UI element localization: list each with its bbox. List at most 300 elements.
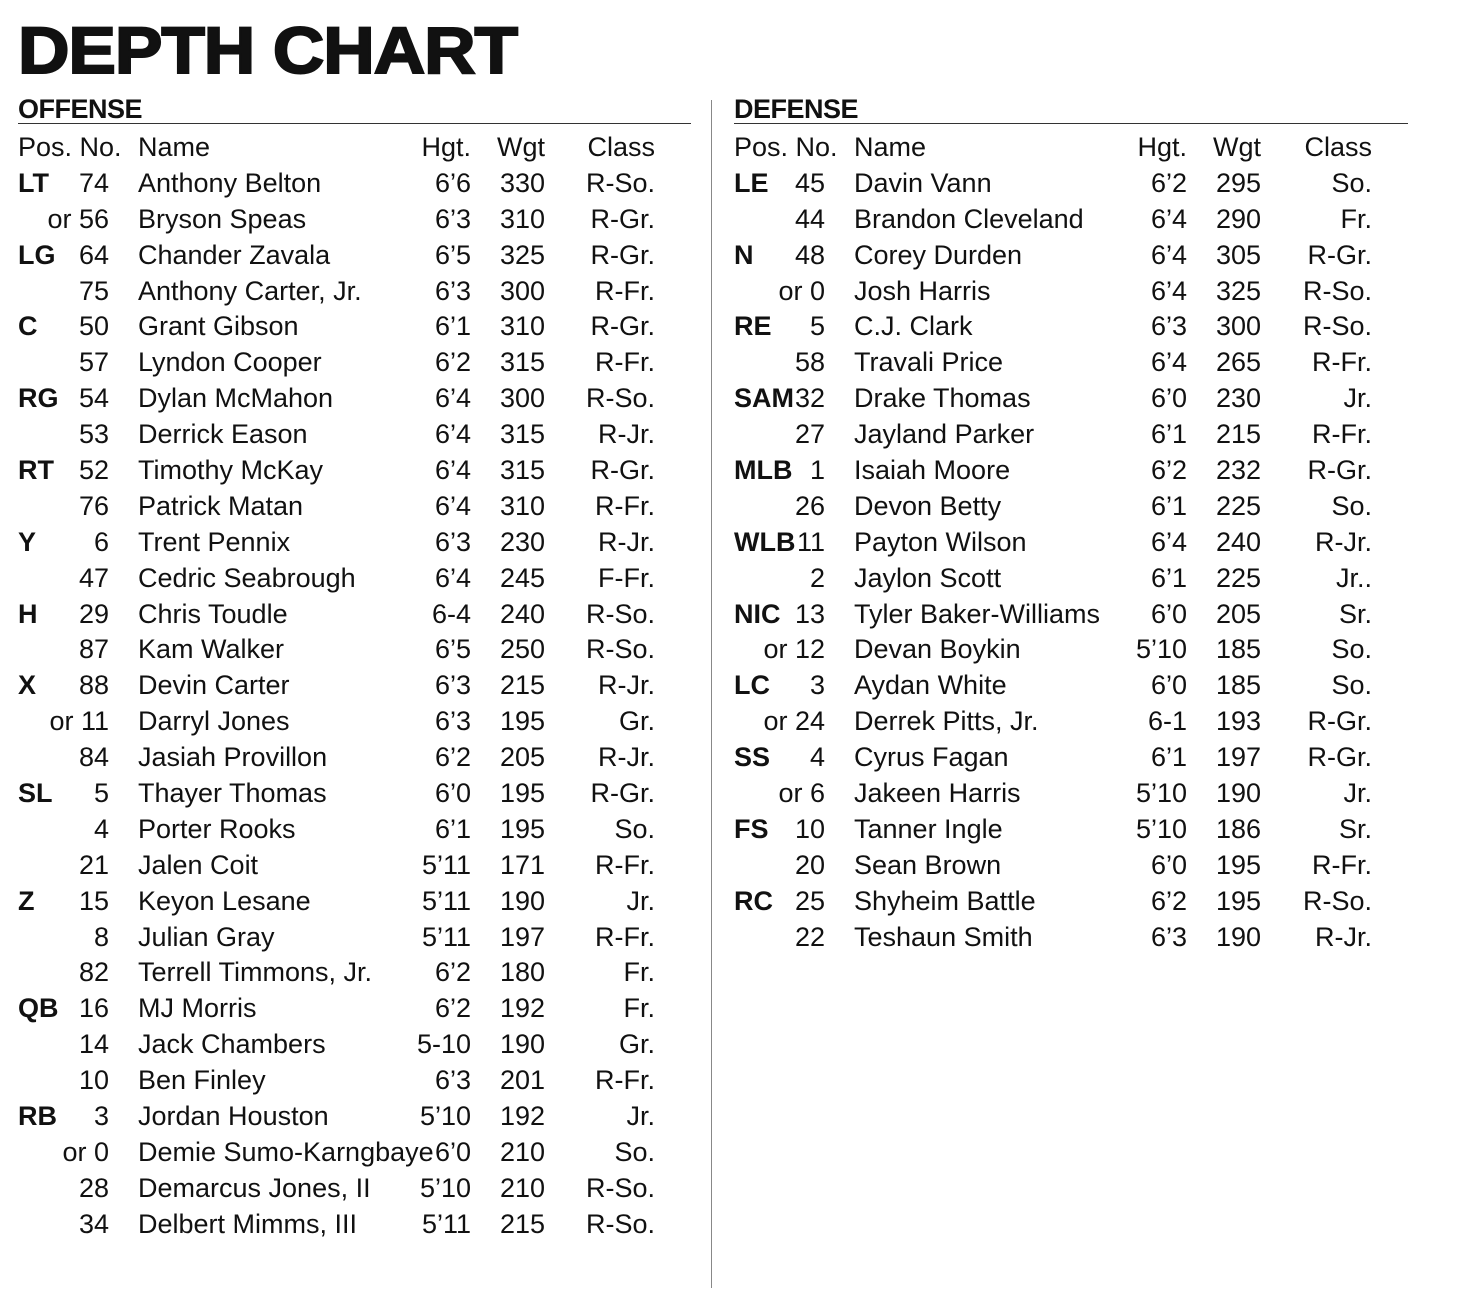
table-row <box>18 274 691 310</box>
position-label: RE <box>734 311 772 342</box>
table-row <box>734 704 1408 740</box>
jersey-number: 10 <box>794 813 825 844</box>
col-header-class: Class <box>1304 132 1372 162</box>
player-weight: 245 <box>499 562 545 593</box>
player-name: Brandon Cleveland <box>854 203 1084 234</box>
jersey-number: 44 <box>794 203 825 234</box>
table-row <box>18 489 691 525</box>
position-label: NIC <box>734 598 781 629</box>
player-weight: 193 <box>1215 706 1261 737</box>
player-weight: 325 <box>499 239 545 270</box>
col-header-class: Class <box>587 132 655 162</box>
jersey-number: or 24 <box>763 706 825 737</box>
player-name: Keyon Lesane <box>138 885 311 916</box>
table-row <box>734 597 1408 633</box>
player-name: Cyrus Fagan <box>854 742 1009 773</box>
player-class: Jr. <box>626 885 655 916</box>
player-weight: 195 <box>1215 885 1261 916</box>
player-weight: 197 <box>499 921 545 952</box>
player-height: 5’10 <box>1135 778 1187 809</box>
table-row <box>734 668 1408 704</box>
player-height: 6’2 <box>434 742 471 773</box>
player-class: So. <box>614 1136 655 1167</box>
player-weight: 230 <box>1215 383 1261 414</box>
jersey-number: 4 <box>809 742 825 773</box>
player-weight: 225 <box>1215 562 1261 593</box>
player-weight: 315 <box>499 455 545 486</box>
jersey-number: 34 <box>78 1208 109 1239</box>
player-name: Jordan Houston <box>138 1101 329 1132</box>
table-row <box>18 1063 691 1099</box>
player-height: 6’5 <box>434 239 471 270</box>
player-weight: 225 <box>1215 490 1261 521</box>
player-height: 6’3 <box>434 275 471 306</box>
player-name: Payton Wilson <box>854 526 1027 557</box>
jersey-number: or 56 <box>47 203 109 234</box>
player-name: Davin Vann <box>854 167 992 198</box>
player-weight: 295 <box>1215 167 1261 198</box>
player-weight: 197 <box>1215 742 1261 773</box>
table-row <box>18 345 691 381</box>
jersey-number: 6 <box>93 526 109 557</box>
player-height: 6’3 <box>434 706 471 737</box>
position-label: RC <box>734 885 773 916</box>
player-weight: 325 <box>1215 275 1261 306</box>
player-height: 6’4 <box>434 562 471 593</box>
player-weight: 300 <box>1215 311 1261 342</box>
player-weight: 195 <box>499 778 545 809</box>
jersey-number: 21 <box>78 849 109 880</box>
player-weight: 315 <box>499 419 545 450</box>
player-class: Jr.. <box>1335 562 1372 593</box>
table-row <box>18 991 691 1027</box>
player-height: 5’11 <box>421 1208 471 1239</box>
jersey-number: 2 <box>809 562 825 593</box>
jersey-number: 10 <box>78 1065 109 1096</box>
position-label: LC <box>734 670 770 701</box>
player-class: R-Fr. <box>595 275 655 306</box>
table-row <box>734 309 1408 345</box>
position-label: RB <box>18 1101 57 1132</box>
position-label: RT <box>18 455 54 486</box>
player-weight: 310 <box>499 203 545 234</box>
jersey-number: 15 <box>78 885 109 916</box>
player-class: R-Fr. <box>595 921 655 952</box>
player-name: Drake Thomas <box>854 383 1031 414</box>
table-row <box>734 561 1408 597</box>
player-height: 6’2 <box>1150 167 1187 198</box>
player-height: 6’3 <box>434 670 471 701</box>
player-class: R-Fr. <box>595 347 655 378</box>
jersey-number: 82 <box>78 957 109 988</box>
player-height: 6’1 <box>1150 562 1187 593</box>
position-label: Z <box>18 885 35 916</box>
player-weight: 315 <box>499 347 545 378</box>
jersey-number: 25 <box>794 885 825 916</box>
position-label: X <box>18 670 37 701</box>
table-row <box>734 381 1408 417</box>
player-name: Bryson Speas <box>138 203 307 234</box>
player-weight: 190 <box>499 885 545 916</box>
table-row <box>734 274 1408 310</box>
player-class: R-Jr. <box>598 670 655 701</box>
player-class: R-Jr. <box>1315 526 1372 557</box>
jersey-number: 75 <box>78 275 109 306</box>
table-row <box>18 202 691 238</box>
player-weight: 310 <box>499 311 545 342</box>
jersey-number: 13 <box>794 598 825 629</box>
player-weight: 250 <box>499 634 545 665</box>
table-row <box>18 525 691 561</box>
player-name: Jalen Coit <box>138 849 259 880</box>
player-height: 5’11 <box>421 849 471 880</box>
position-label: H <box>18 598 38 629</box>
table-row <box>734 489 1408 525</box>
jersey-number: 47 <box>78 562 109 593</box>
jersey-number: 57 <box>78 347 109 378</box>
player-weight: 205 <box>1215 598 1261 629</box>
player-height: 6’4 <box>1150 347 1187 378</box>
player-class: R-Fr. <box>595 1065 655 1096</box>
player-class: R-Gr. <box>1307 742 1372 773</box>
player-weight: 215 <box>499 1208 545 1239</box>
table-row <box>18 776 691 812</box>
player-name: Derrick Eason <box>138 419 308 450</box>
jersey-number: or 12 <box>763 634 825 665</box>
player-class: R-Gr. <box>590 778 655 809</box>
position-label: LT <box>18 167 49 198</box>
table-row <box>18 668 691 704</box>
jersey-number: 76 <box>78 490 109 521</box>
player-name: Darryl Jones <box>138 706 290 737</box>
table-row <box>734 417 1408 453</box>
table-row <box>734 740 1408 776</box>
player-height: 5’10 <box>1135 634 1187 665</box>
player-class: R-Jr. <box>598 742 655 773</box>
column-divider <box>711 100 712 1288</box>
position-label: QB <box>18 993 59 1024</box>
player-height: 6’1 <box>434 311 471 342</box>
player-height: 6’1 <box>1150 490 1187 521</box>
player-height: 5’11 <box>421 921 471 952</box>
player-class: R-So. <box>1302 885 1372 916</box>
jersey-number: 26 <box>794 490 825 521</box>
player-class: R-So. <box>1302 311 1372 342</box>
player-weight: 230 <box>499 526 545 557</box>
table-row <box>734 848 1408 884</box>
player-name: Tyler Baker-Williams <box>854 598 1101 629</box>
table-row <box>18 848 691 884</box>
jersey-number: 4 <box>93 813 109 844</box>
player-class: R-So. <box>585 167 655 198</box>
table-row <box>18 704 691 740</box>
player-height: 5’11 <box>421 885 471 916</box>
player-class: Gr. <box>618 706 655 737</box>
player-class: F-Fr. <box>598 562 655 593</box>
player-weight: 190 <box>499 1029 545 1060</box>
table-row <box>734 920 1408 956</box>
jersey-number: 5 <box>809 311 825 342</box>
jersey-number: 87 <box>78 634 109 665</box>
player-weight: 180 <box>499 957 545 988</box>
player-class: R-Fr. <box>1312 347 1372 378</box>
player-class: R-So. <box>585 634 655 665</box>
table-row <box>18 740 691 776</box>
player-class: Jr. <box>1343 778 1372 809</box>
position-label: RG <box>18 383 59 414</box>
player-class: Jr. <box>626 1101 655 1132</box>
player-height: 6’4 <box>434 490 471 521</box>
player-class: So. <box>1331 634 1372 665</box>
player-height: 6’2 <box>1150 455 1187 486</box>
player-class: Fr. <box>623 957 655 988</box>
player-name: Patrick Matan <box>138 490 304 521</box>
player-class: R-Jr. <box>598 526 655 557</box>
table-row <box>734 812 1408 848</box>
position-label: MLB <box>734 455 793 486</box>
table-row <box>18 1135 691 1171</box>
player-height: 6’3 <box>1150 311 1187 342</box>
player-name: Jaylon Scott <box>854 562 1002 593</box>
jersey-number: or 0 <box>62 1136 109 1167</box>
player-weight: 195 <box>499 813 545 844</box>
position-label: LE <box>734 167 769 198</box>
offense-column-headers <box>18 130 691 166</box>
player-class: R-So. <box>585 1172 655 1203</box>
table-row <box>18 417 691 453</box>
jersey-number: 8 <box>93 921 109 952</box>
player-name: Jakeen Harris <box>854 778 1021 809</box>
col-header-name: Name <box>138 132 211 162</box>
jersey-number: or 11 <box>49 706 109 737</box>
player-name: Julian Gray <box>138 921 275 952</box>
player-weight: 305 <box>1215 239 1261 270</box>
position-label: C <box>18 311 38 342</box>
player-weight: 210 <box>499 1172 545 1203</box>
table-row <box>734 776 1408 812</box>
player-height: 6’4 <box>434 419 471 450</box>
player-height: 6’4 <box>1150 526 1187 557</box>
offense-header: OFFENSE <box>18 96 691 124</box>
table-row <box>18 453 691 489</box>
player-weight: 210 <box>499 1136 545 1167</box>
player-height: 6’2 <box>434 993 471 1024</box>
player-name: Porter Rooks <box>138 813 296 844</box>
defense-column-headers <box>734 130 1408 166</box>
player-height: 6’0 <box>1150 849 1187 880</box>
position-label: SAM <box>734 383 794 414</box>
player-name: Isaiah Moore <box>854 455 1011 486</box>
player-class: Sr. <box>1338 813 1372 844</box>
table-row <box>734 632 1408 668</box>
player-name: Jayland Parker <box>854 419 1035 450</box>
jersey-number: 28 <box>78 1172 109 1203</box>
jersey-number: 27 <box>794 419 825 450</box>
player-height: 6’3 <box>1150 921 1187 952</box>
table-row <box>18 955 691 991</box>
player-height: 6’1 <box>1150 742 1187 773</box>
player-name: Jack Chambers <box>138 1029 326 1060</box>
player-weight: 192 <box>499 1101 545 1132</box>
player-height: 6’0 <box>1150 598 1187 629</box>
col-header-wgt: Wgt <box>1212 132 1261 162</box>
jersey-number: 64 <box>78 239 109 270</box>
jersey-number: 84 <box>78 742 109 773</box>
table-row <box>18 238 691 274</box>
player-height: 6’3 <box>434 203 471 234</box>
player-weight: 240 <box>499 598 545 629</box>
player-weight: 171 <box>499 849 545 880</box>
jersey-number: 32 <box>794 383 825 414</box>
jersey-number: 11 <box>796 526 825 557</box>
player-name: MJ Morris <box>138 993 257 1024</box>
position-label: N <box>734 239 754 270</box>
player-class: So. <box>1331 167 1372 198</box>
jersey-number: 3 <box>809 670 825 701</box>
position-label: SS <box>734 742 771 773</box>
player-name: Lyndon Cooper <box>138 347 322 378</box>
jersey-number: 88 <box>78 670 109 701</box>
offense-rows <box>18 166 691 1243</box>
col-header-name: Name <box>854 132 927 162</box>
table-row <box>18 1207 691 1243</box>
player-weight: 232 <box>1215 455 1261 486</box>
player-name: Timothy McKay <box>138 455 324 486</box>
player-name: Devon Betty <box>854 490 1002 521</box>
player-height: 6-1 <box>1147 706 1187 737</box>
player-name: Demarcus Jones, II <box>138 1172 371 1203</box>
defense-header: DEFENSE <box>734 96 1408 124</box>
table-row <box>734 166 1408 202</box>
table-row <box>18 1027 691 1063</box>
player-name: Corey Durden <box>854 239 1023 270</box>
player-height: 6’4 <box>434 383 471 414</box>
jersey-number: 5 <box>93 778 109 809</box>
player-name: Ben Finley <box>138 1065 266 1096</box>
table-row <box>18 597 691 633</box>
table-row <box>734 453 1408 489</box>
jersey-number: or 0 <box>778 275 825 306</box>
jersey-number: 29 <box>78 598 109 629</box>
offense-section <box>18 96 691 1243</box>
player-weight: 330 <box>499 167 545 198</box>
jersey-number: 74 <box>78 167 109 198</box>
player-weight: 201 <box>499 1065 545 1096</box>
player-class: R-So. <box>585 383 655 414</box>
player-class: Fr. <box>623 993 655 1024</box>
player-class: R-So. <box>585 1208 655 1239</box>
jersey-number: 52 <box>78 455 109 486</box>
player-name: Shyheim Battle <box>854 885 1036 916</box>
player-weight: 300 <box>499 383 545 414</box>
player-name: C.J. Clark <box>854 311 973 342</box>
player-weight: 192 <box>499 993 545 1024</box>
player-name: Devan Boykin <box>854 634 1021 665</box>
jersey-number: 58 <box>794 347 825 378</box>
player-name: Chander Zavala <box>138 239 331 270</box>
table-row <box>18 166 691 202</box>
table-row <box>734 345 1408 381</box>
player-name: Jasiah Provillon <box>138 742 328 773</box>
position-label: Y <box>18 526 37 557</box>
player-weight: 186 <box>1215 813 1261 844</box>
player-class: So. <box>614 813 655 844</box>
player-weight: 195 <box>1215 849 1261 880</box>
player-class: R-Fr. <box>1312 849 1372 880</box>
jersey-number: 14 <box>78 1029 109 1060</box>
jersey-number: 53 <box>78 419 109 450</box>
position-label: LG <box>18 239 56 270</box>
player-weight: 205 <box>499 742 545 773</box>
player-name: Chris Toudle <box>138 598 288 629</box>
player-height: 6’0 <box>1150 383 1187 414</box>
player-class: R-Gr. <box>590 239 655 270</box>
player-name: Cedric Seabrough <box>138 562 356 593</box>
player-weight: 310 <box>499 490 545 521</box>
player-height: 6’5 <box>434 634 471 665</box>
player-class: R-Jr. <box>1315 921 1372 952</box>
player-height: 5’10 <box>419 1101 471 1132</box>
player-weight: 190 <box>1215 778 1261 809</box>
table-row <box>18 884 691 920</box>
table-row <box>18 561 691 597</box>
player-height: 6-4 <box>431 598 471 629</box>
player-height: 6’3 <box>434 1065 471 1096</box>
jersey-number: 3 <box>93 1101 109 1132</box>
player-name: Terrell Timmons, Jr. <box>138 957 373 988</box>
player-height: 6’1 <box>434 813 471 844</box>
player-class: Gr. <box>618 1029 655 1060</box>
player-class: R-Fr. <box>595 490 655 521</box>
player-weight: 290 <box>1215 203 1261 234</box>
page-title: DEPTH CHART <box>18 13 517 87</box>
player-class: R-Fr. <box>1312 419 1372 450</box>
jersey-number: or 6 <box>778 778 825 809</box>
position-label: SL <box>18 778 53 809</box>
player-name: Grant Gibson <box>138 311 299 342</box>
player-name: Teshaun Smith <box>854 921 1033 952</box>
player-name: Kam Walker <box>138 634 285 665</box>
table-row <box>734 525 1408 561</box>
player-class: R-Gr. <box>590 311 655 342</box>
table-row <box>734 884 1408 920</box>
table-row <box>18 1171 691 1207</box>
player-name: Josh Harris <box>854 275 991 306</box>
player-height: 5-10 <box>416 1029 471 1060</box>
col-header-pos-no: Pos. No. <box>734 132 838 162</box>
player-name: Sean Brown <box>854 849 1002 880</box>
player-height: 6’2 <box>1150 885 1187 916</box>
player-weight: 190 <box>1215 921 1261 952</box>
table-row <box>18 920 691 956</box>
player-weight: 300 <box>499 275 545 306</box>
jersey-number: 50 <box>78 311 109 342</box>
col-header-hgt: Hgt. <box>421 132 471 162</box>
jersey-number: 48 <box>794 239 825 270</box>
player-class: R-Fr. <box>595 849 655 880</box>
player-class: R-Gr. <box>590 203 655 234</box>
jersey-number: 54 <box>78 383 109 414</box>
player-height: 6’0 <box>434 778 471 809</box>
player-weight: 240 <box>1215 526 1261 557</box>
player-height: 6’4 <box>434 455 471 486</box>
player-height: 5’10 <box>1135 813 1187 844</box>
position-label: WLB <box>734 526 796 557</box>
player-name: Aydan White <box>854 670 1007 701</box>
player-class: R-Jr. <box>598 419 655 450</box>
player-name: Tanner Ingle <box>854 813 1003 844</box>
player-name: Anthony Carter, Jr. <box>138 275 362 306</box>
